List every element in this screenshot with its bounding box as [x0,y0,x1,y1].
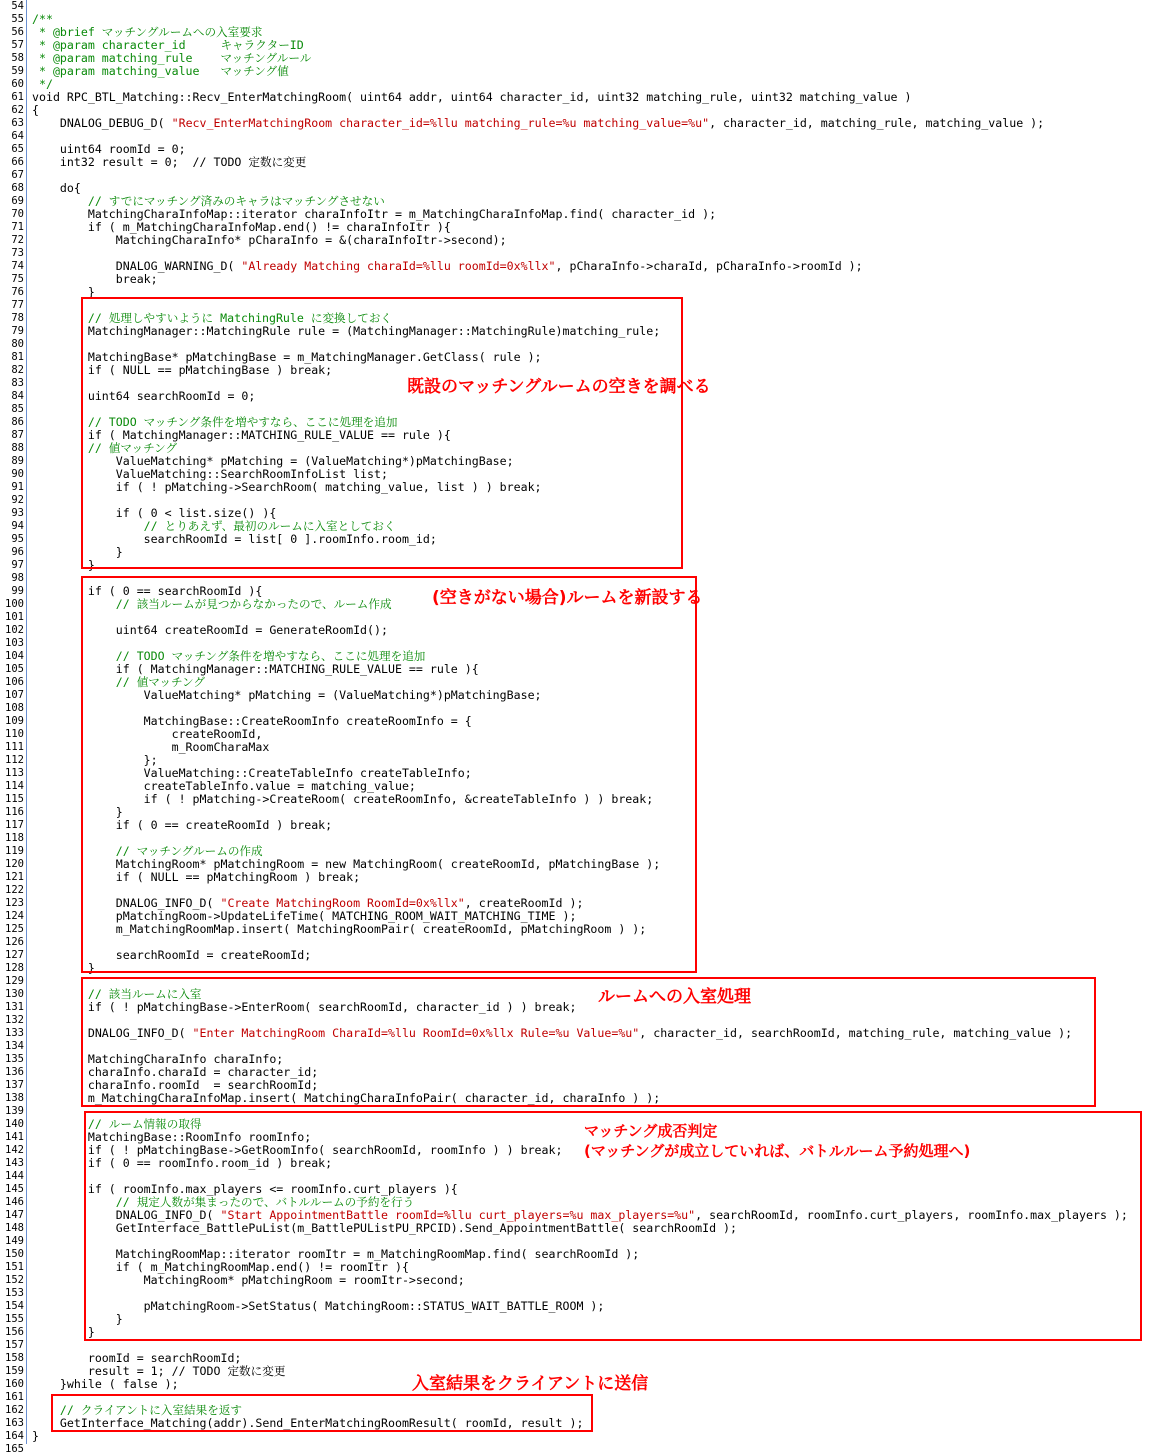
line-number: 155 [5,1313,24,1325]
line-number: 126 [5,936,24,948]
line-number: 110 [5,728,24,740]
code-text: } [32,285,95,299]
code-segment: , character_id, matching_rule, matching_value ); [709,116,1045,130]
code-text: // クライアントに入室結果を返す [32,1403,243,1417]
line-number: 120 [5,858,24,870]
code-text: MatchingRoom* pMatchingRoom = roomItr->second; [32,1273,465,1287]
code-text: createTableInfo.value = matching_value; [32,779,416,793]
code-text: void RPC_BTL_Matching::Recv_EnterMatchingRoom( uint64 addr, uint64 character_id, uint32 matching_rule, uint32 matching_value ) [32,90,912,104]
line-number: 61 [11,91,24,103]
line-number: 60 [11,78,24,90]
line-number: 101 [5,611,24,623]
line-number: 91 [11,481,24,493]
code-text: m_RoomCharaMax [32,740,270,754]
code-text: result = 1; // TODO 定数に変更 [32,1364,286,1378]
annotation-box-create-new [81,576,697,973]
line-number: 161 [5,1391,24,1403]
line-number: 105 [5,663,24,675]
code-text: }; [32,753,158,767]
code-text: MatchingRoomMap::iterator roomItr = m_MatchingRoomMap.find( searchRoomId ); [32,1247,640,1261]
line-number: 128 [5,962,24,974]
annotation-label-create-new: (空きがない場合)ルームを新設する [432,588,703,608]
line-number: 131 [5,1001,24,1013]
code-text: * @brief マッチングルームへの入室要求 [32,25,263,39]
code-text: } [32,805,123,819]
string-literal: "Already Matching charaId=%llu roomId=0x%llx" [241,259,556,273]
line-number: 111 [5,741,24,753]
code-text: MatchingRoom* pMatchingRoom = new MatchingRoom( createRoomId, pMatchingBase ); [32,857,661,871]
line-number: 153 [5,1287,24,1299]
line-number: 107 [5,689,24,701]
code-segment: , createRoomId ); [464,896,584,910]
line-number: 141 [5,1131,24,1143]
line-number: 112 [5,754,24,766]
code-text: /** [32,12,53,26]
code-text: if ( 0 == searchRoomId ){ [32,584,263,598]
line-number: 114 [5,780,24,792]
line-number: 123 [5,897,24,909]
string-literal: "Enter MatchingRoom CharaId=%llu RoomId=0x%llx Rule=%u Value=%u" [192,1026,640,1040]
line-number: 97 [11,559,24,571]
line-number: 118 [5,832,24,844]
line-number: 67 [11,169,24,181]
code-text: if ( m_MatchingCharaInfoMap.end() != charaInfoItr ){ [32,220,451,234]
code-text: // 値マッチング [32,675,205,689]
line-number: 80 [11,338,24,350]
line-number: 94 [11,520,24,532]
line-number: 100 [5,598,24,610]
code-text: pMatchingRoom->UpdateLifeTime( MATCHING_ROOM_WAIT_MATCHING_TIME ); [32,909,577,923]
line-number: 76 [11,286,24,298]
code-segment: , pCharaInfo->charaId, pCharaInfo->roomId ); [555,259,863,273]
code-text: charaInfo.charaId = character_id; [32,1065,319,1079]
code-line[interactable] [0,65,1174,78]
code-text: { [32,103,39,117]
code-text: // 規定人数が集まったので、バトルルームの予約を行う [32,1195,415,1209]
code-text: } [32,1429,39,1443]
line-number: 79 [11,325,24,337]
line-number: 73 [11,247,24,259]
annotation-label-judge-line1: マッチング成否判定 [584,1122,718,1140]
code-text: do{ [32,181,81,195]
line-number: 159 [5,1365,24,1377]
line-number: 156 [5,1326,24,1338]
line-number: 92 [11,494,24,506]
string-literal: "Create MatchingRoom RoomId=0x%llx" [220,896,465,910]
line-number: 115 [5,793,24,805]
annotation-box-send-result [51,1394,593,1432]
code-text: MatchingCharaInfo* pCharaInfo = &(charaInfoItr->second); [32,233,507,247]
code-text: if ( ! pMatching->CreateRoom( createRoomInfo, &createTableInfo ) ) break; [32,792,654,806]
line-number: 103 [5,637,24,649]
line-number: 132 [5,1014,24,1026]
code-text: if ( 0 == createRoomId ) break; [32,818,333,832]
code-text: if ( NULL == pMatchingBase ) break; [32,363,333,377]
line-number: 87 [11,429,24,441]
code-text: // 処理しやすいように MatchingRule に変換しておく [32,311,393,325]
code-text: if ( 0 < list.size() ){ [32,506,277,520]
code-text: int32 result = 0; // TODO 定数に変更 [32,155,307,169]
line-number: 139 [5,1105,24,1117]
annotation-box-enter-room [81,977,1096,1107]
line-number: 74 [11,260,24,272]
line-number: 57 [11,39,24,51]
line-number: 59 [11,65,24,77]
code-line[interactable] [0,260,1174,273]
line-number: 106 [5,676,24,688]
line-number: 154 [5,1300,24,1312]
line-number: 147 [5,1209,24,1221]
line-number: 98 [11,572,24,584]
line-number: 66 [11,156,24,168]
code-line[interactable] [0,1443,1174,1456]
line-number: 109 [5,715,24,727]
line-number: 85 [11,403,24,415]
line-number: 65 [11,143,24,155]
line-number: 165 [5,1443,24,1455]
code-text: * @param character_id キャラクターID [32,38,304,52]
code-text: // 該当ルームが見つからなかったので、ルーム作成 [32,597,392,611]
line-number: 151 [5,1261,24,1273]
line-number: 134 [5,1040,24,1052]
code-text: ValueMatching* pMatching = (ValueMatching*)pMatchingBase; [32,688,542,702]
code-text: m_MatchingRoomMap.insert( MatchingRoomPair( createRoomId, pMatchingRoom ) ); [32,922,647,936]
line-number: 113 [5,767,24,779]
line-number: 68 [11,182,24,194]
code-text: // 該当ルームに入室 [32,987,202,1001]
line-number: 72 [11,234,24,246]
code-segment: DNALOG_INFO_D( [32,1208,221,1222]
line-number: 88 [11,442,24,454]
code-text: } [32,1325,95,1339]
code-text: // すでにマッチング済みのキャラはマッチングさせない [32,194,385,208]
code-line[interactable] [0,234,1174,247]
code-text: pMatchingRoom->SetStatus( MatchingRoom::STATUS_WAIT_BATTLE_ROOM ); [32,1299,605,1313]
line-number: 127 [5,949,24,961]
code-text: break; [32,272,158,286]
code-segment: DNALOG_INFO_D( [32,896,221,910]
code-text: } [32,558,95,572]
line-number: 122 [5,884,24,896]
line-number: 160 [5,1378,24,1390]
code-text: if ( ! pMatching->SearchRoom( matching_value, list ) ) break; [32,480,542,494]
code-text: if ( roomInfo.max_players <= roomInfo.curt_players ){ [32,1182,458,1196]
line-number: 121 [5,871,24,883]
line-number: 135 [5,1053,24,1065]
code-segment: , character_id, searchRoomId, matching_rule, matching_value ); [639,1026,1073,1040]
code-line[interactable] [0,117,1174,130]
code-text: if ( 0 == roomInfo.room_id ) break; [32,1156,333,1170]
string-literal: "Recv_EnterMatchingRoom character_id=%llu matching_rule=%u matching_value=%u" [171,116,710,130]
code-text: // TODO マッチング条件を増やすなら、ここに処理を追加 [32,649,426,663]
line-number: 75 [11,273,24,285]
line-number: 96 [11,546,24,558]
code-text: */ [32,77,53,91]
code-text: if ( MatchingManager::MATCHING_RULE_VALUE == rule ){ [32,428,451,442]
code-text [32,117,1044,130]
string-literal: "Start AppointmentBattle roomId=%llu curt_players=%u max_players=%u" [220,1208,696,1222]
line-number: 77 [11,299,24,311]
annotation-label-judge-line2: (マッチングが成立していれば、バトルルーム予約処理へ) [584,1142,971,1160]
code-line[interactable] [0,91,1174,104]
code-text: MatchingBase::CreateRoomInfo createRoomInfo = { [32,714,472,728]
line-number: 55 [11,13,24,25]
line-number: 133 [5,1027,24,1039]
line-number: 142 [5,1144,24,1156]
code-text: MatchingBase::RoomInfo roomInfo; [32,1130,312,1144]
line-number: 138 [5,1092,24,1104]
line-number: 69 [11,195,24,207]
annotation-label-enter-room: ルームへの入室処理 [598,987,751,1007]
code-line[interactable] [0,169,1174,182]
code-text: // TODO マッチング条件を増やすなら、ここに処理を追加 [32,415,398,429]
code-text: MatchingManager::MatchingRule rule = (MatchingManager::MatchingRule)matching_rule; [32,324,661,338]
code-text: searchRoomId = createRoomId; [32,948,312,962]
code-text: if ( NULL == pMatchingRoom ) break; [32,870,361,884]
line-number: 95 [11,533,24,545]
code-text: m_MatchingCharaInfoMap.insert( MatchingCharaInfoPair( character_id, charaInfo ) ); [32,1091,661,1105]
line-number: 145 [5,1183,24,1195]
line-number: 54 [11,0,24,12]
line-number: 86 [11,416,24,428]
code-text: * @param matching_rule マッチングルール [32,51,312,65]
code-text: MatchingBase* pMatchingBase = m_MatchingManager.GetClass( rule ); [32,350,542,364]
code-text: charaInfo.roomId = searchRoomId; [32,1078,319,1092]
line-number: 102 [5,624,24,636]
line-number: 84 [11,390,24,402]
line-number: 104 [5,650,24,662]
code-text: roomId = searchRoomId; [32,1351,242,1365]
code-text: uint64 searchRoomId = 0; [32,389,256,403]
code-text: ValueMatching* pMatching = (ValueMatching*)pMatchingBase; [32,454,514,468]
line-number: 143 [5,1157,24,1169]
code-segment: DNALOG_WARNING_D( [32,259,242,273]
code-text: } [32,961,95,975]
line-number: 148 [5,1222,24,1234]
code-text: if ( ! pMatchingBase->EnterRoom( searchRoomId, character_id ) ) break; [32,1000,577,1014]
line-number: 78 [11,312,24,324]
line-number: 158 [5,1352,24,1364]
line-number: 83 [11,377,24,389]
line-number: 116 [5,806,24,818]
line-number: 82 [11,364,24,376]
line-number: 125 [5,923,24,935]
line-number: 164 [5,1430,24,1442]
annotation-label-search-existing: 既設のマッチングルームの空きを調べる [407,377,711,397]
line-number: 81 [11,351,24,363]
code-text: MatchingCharaInfoMap::iterator charaInfoItr = m_MatchingCharaInfoMap.find( character_id ); [32,207,717,221]
line-number: 136 [5,1066,24,1078]
line-number: 117 [5,819,24,831]
line-number: 58 [11,52,24,64]
line-number: 93 [11,507,24,519]
code-text: GetInterface_Matching(addr).Send_EnterMatchingRoomResult( roomId, result ); [32,1416,584,1430]
code-text: // ルーム情報の取得 [32,1117,202,1131]
code-text: ValueMatching::CreateTableInfo createTableInfo; [32,766,472,780]
line-number: 56 [11,26,24,38]
line-number: 137 [5,1079,24,1091]
annotation-box-search-existing [81,297,683,569]
code-text: if ( ! pMatchingBase->GetRoomInfo( searchRoomId, roomInfo ) ) break; [32,1143,563,1157]
code-text: searchRoomId = list[ 0 ].roomInfo.room_id; [32,532,437,546]
line-number: 129 [5,975,24,987]
line-number: 146 [5,1196,24,1208]
line-number: 157 [5,1339,24,1351]
line-number: 64 [11,130,24,142]
line-number: 71 [11,221,24,233]
code-text: ValueMatching::SearchRoomInfoList list; [32,467,388,481]
line-number: 124 [5,910,24,922]
code-text: } [32,545,123,559]
code-segment: DNALOG_INFO_D( [32,1026,193,1040]
code-segment: , searchRoomId, roomInfo.curt_players, roomInfo.max_players ); [695,1208,1128,1222]
line-number: 149 [5,1235,24,1247]
code-text: // 値マッチング [32,441,178,455]
line-number: 144 [5,1170,24,1182]
code-text: uint64 createRoomId = GenerateRoomId(); [32,623,388,637]
line-number: 140 [5,1118,24,1130]
line-number: 89 [11,455,24,467]
line-number: 152 [5,1274,24,1286]
code-text: uint64 roomId = 0; [32,142,186,156]
code-text: * @param matching_value マッチング値 [32,64,289,78]
line-number: 119 [5,845,24,857]
code-text: if ( MatchingManager::MATCHING_RULE_VALUE == rule ){ [32,662,479,676]
line-number: 90 [11,468,24,480]
line-number: 150 [5,1248,24,1260]
line-number: 63 [11,117,24,129]
line-number: 108 [5,702,24,714]
line-number: 163 [5,1417,24,1429]
line-number: 70 [11,208,24,220]
code-text: GetInterface_BattlePuList(m_BattlePUListPU_RPCID).Send_AppointmentBattle( searchRoomId ); [32,1221,737,1235]
code-text: // とりあえず、最初のルームに入室としておく [32,519,396,533]
code-segment: DNALOG_DEBUG_D( [32,116,172,130]
code-text: // マッチングルームの作成 [32,844,263,858]
line-number: 62 [11,104,24,116]
code-text: createRoomId, [32,727,263,741]
code-text: } [32,1312,123,1326]
annotation-label-send-result: 入室結果をクライアントに送信 [412,1374,649,1394]
code-line[interactable] [0,156,1174,169]
line-number: 130 [5,988,24,1000]
line-number: 162 [5,1404,24,1416]
line-number: 99 [11,585,24,597]
code-line[interactable] [0,0,1174,13]
code-text: if ( m_MatchingRoomMap.end() != roomItr ){ [32,1260,409,1274]
code-line[interactable] [0,273,1174,286]
code-text: }while ( false ); [32,1377,179,1391]
code-text: MatchingCharaInfo charaInfo; [32,1052,284,1066]
